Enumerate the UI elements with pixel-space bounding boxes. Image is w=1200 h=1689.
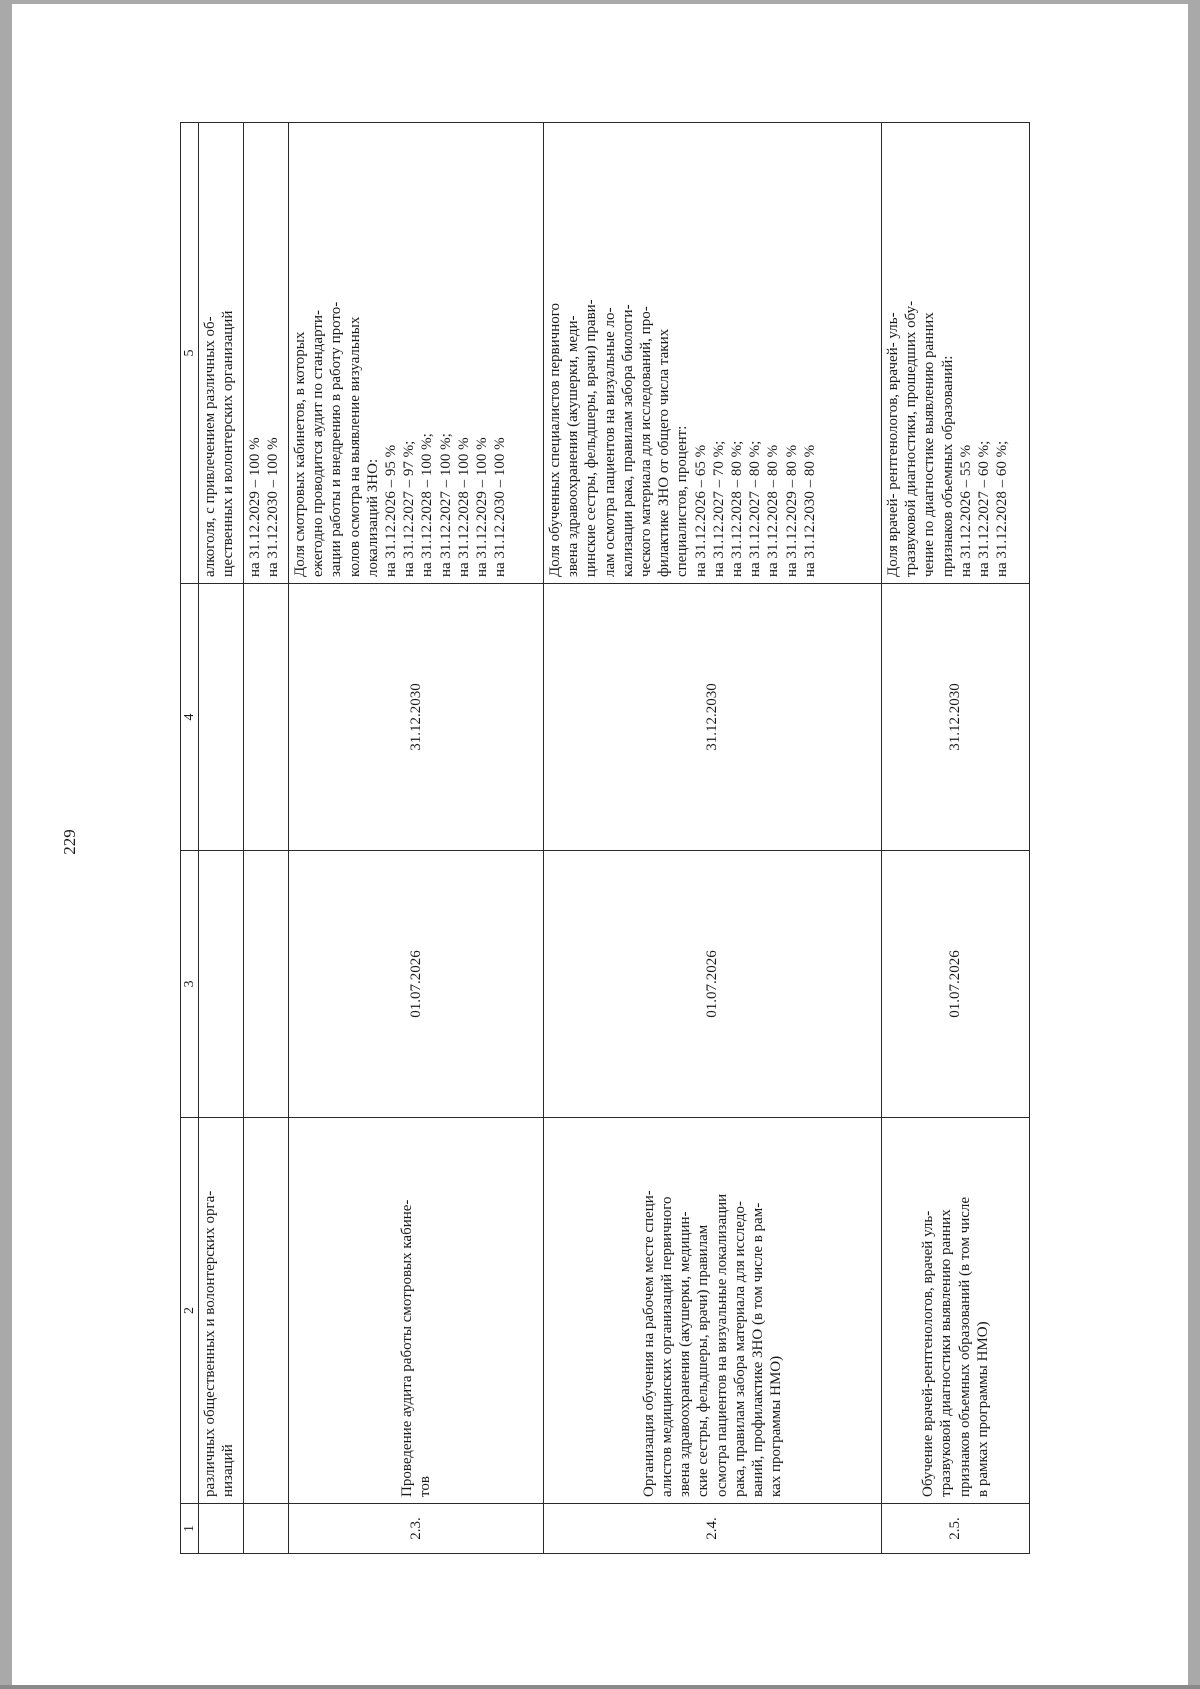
activity-name-cell bbox=[544, 1118, 882, 1504]
indicator-cell bbox=[289, 123, 544, 584]
text-line: различных общественных и волонтерских орга- bbox=[202, 1190, 218, 1497]
text-line: на 31.12.2029 – 100 % bbox=[474, 437, 491, 577]
text-line: признаков объемных образований: bbox=[939, 355, 956, 577]
table-row bbox=[199, 123, 244, 1554]
activity-name-cell bbox=[199, 1118, 244, 1504]
text-line: ежегодно проводится аудит по стандарти- bbox=[310, 310, 327, 577]
text-line: на 31.12.2026 – 55 % bbox=[957, 444, 974, 577]
text-line: на 31.12.2027 – 97 %; bbox=[401, 440, 418, 577]
text-line: алкоголя, с привлечением различных об- bbox=[202, 316, 218, 577]
end-date-cell: 31.12.2030 bbox=[289, 584, 544, 851]
text-line: осмотра пациентов на визуальные локализации bbox=[713, 1193, 730, 1497]
end-date-cell bbox=[244, 584, 289, 851]
text-line: колов осмотра на выявление визуальных bbox=[346, 316, 363, 577]
text-line: ческого материала для исследований, про- bbox=[638, 306, 655, 577]
table-row bbox=[289, 123, 544, 1554]
text-line: филактике ЗНО от общего числа таких bbox=[656, 328, 673, 577]
text-line: на 31.12.2029 – 100 % bbox=[247, 437, 263, 577]
text-line: на 31.12.2030 – 100 % bbox=[492, 437, 509, 577]
end-date-cell: 31.12.2030 bbox=[544, 584, 882, 851]
activity-name-cell bbox=[244, 1118, 289, 1504]
row-number-cell: 2.3. bbox=[289, 1504, 544, 1554]
column-header: 2 bbox=[181, 1118, 199, 1504]
row-number-cell bbox=[199, 1504, 244, 1554]
table-row bbox=[244, 123, 289, 1554]
text-line: Доля смотровых кабинетов, в которых bbox=[292, 331, 308, 577]
text-line: чение по диагностике выявлению ранних bbox=[921, 312, 938, 577]
activity-name-cell bbox=[882, 1118, 1030, 1504]
scan-edge bbox=[0, 1685, 1200, 1689]
text-line: специалистов, процент: bbox=[674, 425, 691, 577]
start-date-cell bbox=[244, 851, 289, 1118]
text-line: на 31.12.2028 – 60 %; bbox=[994, 440, 1011, 577]
text-line: тразвуковой диагностики выявлению ранних bbox=[938, 1209, 955, 1497]
text-line: на 31.12.2027 – 70 %; bbox=[710, 440, 727, 577]
text-line: на 31.12.2028 – 80 %; bbox=[729, 440, 746, 577]
end-date-cell bbox=[199, 584, 244, 851]
text-line: Обучение врачей-рентгенологов, врачей уль- bbox=[920, 1210, 937, 1497]
text-line: в рамках программы НМО) bbox=[974, 1321, 991, 1497]
text-line: на 31.12.2030 – 100 % bbox=[265, 437, 282, 577]
text-line: рака, правилам забора материала для исследо- bbox=[731, 1201, 748, 1497]
text-line: кализации рака, правилам забора биологи- bbox=[619, 304, 636, 577]
text-line: Доля врачей- рентгенологов, врачей- уль- bbox=[885, 312, 901, 577]
text-line: на 31.12.2030 – 80 % bbox=[801, 444, 818, 577]
text-line: на 31.12.2027 – 100 %; bbox=[437, 433, 454, 577]
start-date-cell: 01.07.2026 bbox=[882, 851, 1030, 1118]
table-row bbox=[544, 123, 882, 1554]
start-date-cell: 01.07.2026 bbox=[544, 851, 882, 1118]
text-line: зации работы и внедрению в работу прото- bbox=[328, 301, 345, 577]
text-line: ские сестры, фельдшеры, врачи) правилам bbox=[695, 1224, 712, 1497]
table-row bbox=[882, 123, 1030, 1554]
activity-name-cell bbox=[289, 1118, 544, 1504]
text-line: локализаций ЗНО: bbox=[364, 458, 381, 577]
text-line: Организация обучения на рабочем месте специ- bbox=[640, 1190, 657, 1497]
row-number-cell: 2.4. bbox=[544, 1504, 882, 1554]
text-line: алистов медицинских организаций первичного bbox=[658, 1196, 675, 1497]
text-line: ках программы НМО) bbox=[768, 1355, 785, 1497]
text-line: Доля обученных специалистов первичного bbox=[547, 302, 563, 577]
indicator-cell bbox=[882, 123, 1030, 584]
text-line: на 31.12.2028 – 100 %; bbox=[419, 433, 436, 577]
column-number-row bbox=[181, 123, 199, 1554]
indicator-cell bbox=[244, 123, 289, 584]
text-line: на 31.12.2028 – 80 % bbox=[765, 444, 782, 577]
column-header: 1 bbox=[181, 1504, 199, 1554]
text-line: тов bbox=[417, 1476, 433, 1497]
row-number-cell: 2.5. bbox=[882, 1504, 1030, 1554]
text-line: ваний, профилактике ЗНО (в том числе в рам- bbox=[749, 1202, 766, 1497]
activities-table bbox=[180, 122, 1030, 1554]
column-header: 3 bbox=[181, 851, 199, 1118]
text-line: на 31.12.2026 – 65 % bbox=[692, 444, 709, 577]
text-line: на 31.12.2027 – 80 %; bbox=[747, 440, 764, 577]
indicator-cell bbox=[199, 123, 244, 584]
text-line: признаков объемных образований (в том числе bbox=[956, 1196, 973, 1497]
page-number-text: 229 bbox=[60, 829, 79, 855]
column-header: 4 bbox=[181, 584, 199, 851]
column-header: 5 bbox=[181, 123, 199, 584]
start-date-cell bbox=[199, 851, 244, 1118]
end-date-cell: 31.12.2030 bbox=[882, 584, 1030, 851]
start-date-cell: 01.07.2026 bbox=[289, 851, 544, 1118]
text-line: низаций bbox=[220, 1444, 237, 1497]
text-line: тразвуковой диагностики, прошедших обу- bbox=[903, 300, 920, 577]
text-line: цинские сестры, фельдшеры, врачи) прави- bbox=[583, 299, 600, 577]
text-line: на 31.12.2028 – 100 % bbox=[455, 437, 472, 577]
text-line: на 31.12.2027 – 60 %; bbox=[976, 440, 993, 577]
text-line: звена здравоохранения (акушерки, медицин- bbox=[677, 1211, 694, 1497]
text-line: Проведение аудита работы смотровых кабине- bbox=[398, 1199, 415, 1497]
text-line: лам осмотра пациентов на визуальные ло- bbox=[601, 307, 618, 577]
text-line: звена здравоохранения (акушерки, меди- bbox=[565, 315, 582, 577]
row-number-cell bbox=[244, 1504, 289, 1554]
text-line: на 31.12.2026 – 95 % bbox=[383, 444, 400, 577]
rotated-table-wrapper bbox=[180, 123, 1084, 1554]
text-line: на 31.12.2029 – 80 % bbox=[783, 444, 800, 577]
indicator-cell bbox=[544, 123, 882, 584]
text-line: щественных и волонтерских организаций bbox=[220, 310, 237, 577]
